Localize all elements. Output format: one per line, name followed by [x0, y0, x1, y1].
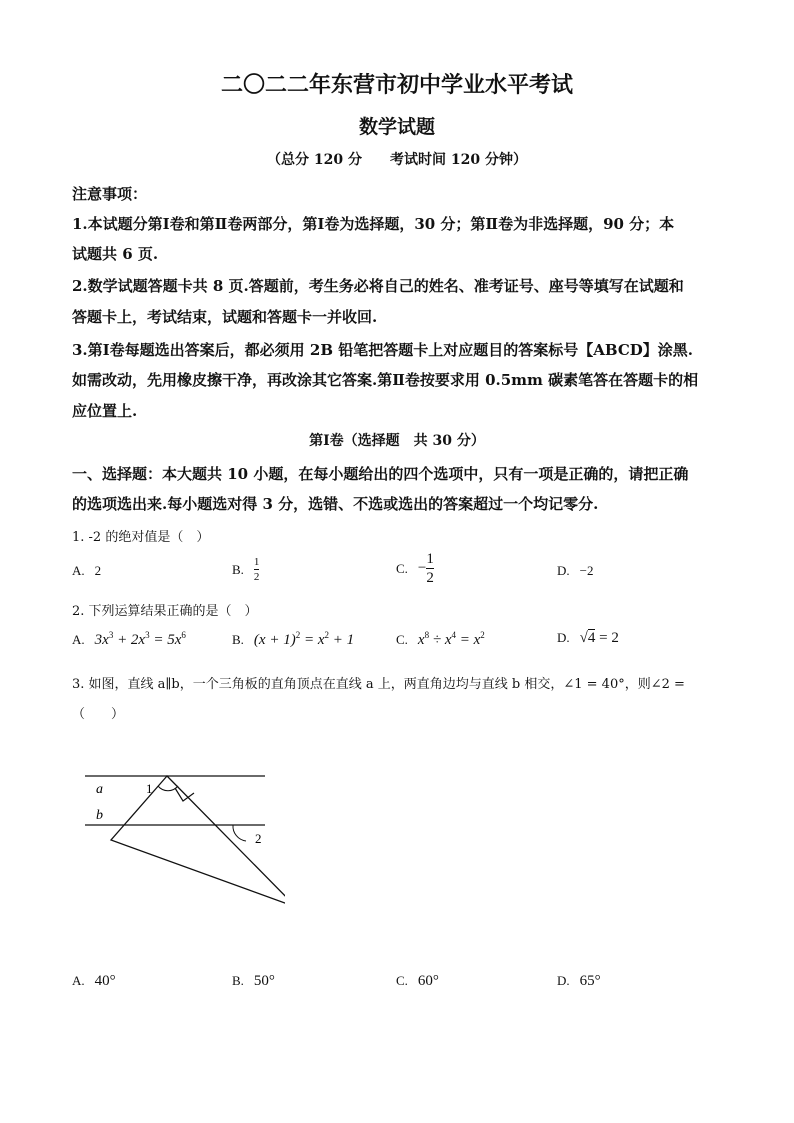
- option-label: D.: [557, 563, 570, 578]
- expr-part: 3x: [94, 632, 109, 648]
- q2-option-b: [232, 630, 354, 649]
- exponent: 6: [181, 630, 186, 640]
- parallel-lines-triangle-figure: [85, 765, 285, 915]
- option-value: 60°: [417, 973, 439, 989]
- q1-option-c: [396, 551, 434, 586]
- option-value: 50°: [253, 973, 275, 989]
- q3-option-c: [396, 973, 439, 990]
- label-b: b: [96, 808, 103, 823]
- exam-meta: （总分 120 分 考试时间 120 分钟）: [267, 152, 527, 168]
- exam-title: 二〇二二年东营市初中学业水平考试: [220, 72, 573, 98]
- notice-line: 试题共 6 页.: [72, 245, 159, 263]
- exam-subtitle: 数学试题: [358, 116, 435, 138]
- option-label: D.: [557, 973, 570, 988]
- option-label: B.: [232, 561, 244, 577]
- fraction-numerator: 1: [426, 551, 434, 567]
- minus-sign: −: [417, 560, 427, 576]
- angle-2-arc: [233, 825, 246, 841]
- option-value: 2: [94, 563, 102, 578]
- fraction-denominator: 2: [426, 570, 434, 586]
- sqrt-sign: √: [579, 630, 588, 646]
- option-value: −2: [579, 563, 594, 578]
- notice-line: 3.第Ⅰ卷每题选出答案后，都必须用 2B 铅笔把答题卡上对应题目的答案标号【ABCD】涂黑.: [72, 341, 694, 359]
- notice-line: 如需改动，先用橡皮擦干净，再改涂其它答案.第Ⅱ卷按要求用 0.5mm 碳素笔答在答题卡的相: [72, 371, 699, 389]
- option-label: B.: [232, 632, 244, 647]
- exponent: 4: [451, 630, 456, 640]
- q3-option-b: [232, 973, 275, 990]
- exponent: 2: [324, 630, 329, 640]
- expr-part: x: [417, 632, 425, 648]
- option-label: A.: [72, 563, 85, 578]
- q1-option-b: [232, 556, 259, 583]
- label-angle-1: 1: [146, 781, 153, 796]
- option-label: C.: [396, 973, 408, 988]
- expr-part: + 2x: [113, 632, 146, 648]
- expr-part: + 1: [328, 632, 355, 648]
- option-value: 65°: [579, 973, 601, 989]
- notice-line: 1.本试题分第Ⅰ卷和第Ⅱ卷两部分，第Ⅰ卷为选择题，30 分；第Ⅱ卷为非选择题，90 分；本: [72, 215, 675, 233]
- option-value: 40°: [94, 973, 116, 989]
- q2-option-c: [396, 630, 485, 649]
- fraction: [254, 556, 260, 583]
- option-label: D.: [557, 630, 570, 645]
- question-3-stem: （ ）: [72, 707, 125, 722]
- fraction-denominator: 2: [253, 571, 260, 583]
- expr-part: ÷ x: [429, 632, 452, 648]
- radicand: 4: [587, 630, 596, 646]
- option-label: C.: [396, 632, 408, 647]
- fraction-numerator: 1: [253, 556, 260, 568]
- q1-option-d: [557, 563, 593, 579]
- exponent: 2: [295, 630, 301, 640]
- expr-part: = x: [300, 632, 325, 648]
- option-label: C.: [396, 560, 408, 576]
- option-label: A.: [72, 973, 85, 988]
- q3-option-d: [557, 973, 601, 990]
- question-2-stem: 2. 下列运算结果正确的是（ ）: [72, 604, 258, 619]
- notice-line: 2.数学试题答题卡共 8 页.答题前，考生务必将自己的姓名、准考证号、座号等填写在试题和: [72, 277, 684, 295]
- expr-part: (x + 1): [253, 632, 296, 648]
- q2-option-d: [557, 630, 619, 647]
- q2-option-a: [72, 630, 186, 649]
- expr-part: = 5x: [149, 632, 182, 648]
- option-label: B.: [232, 973, 244, 988]
- notice-line: 应位置上.: [72, 402, 138, 420]
- exponent: 3: [145, 630, 150, 640]
- q1-option-a: [72, 563, 101, 579]
- exponent: 2: [480, 630, 485, 640]
- notice-heading: 注意事项：: [72, 185, 148, 203]
- fraction: [426, 551, 434, 586]
- fraction-bar: [254, 569, 260, 570]
- angle-1-arc: [158, 786, 178, 791]
- label-angle-2: 2: [255, 831, 262, 846]
- exponent: 3: [108, 630, 114, 640]
- fraction-bar: [426, 568, 434, 569]
- label-a: a: [96, 782, 103, 797]
- section-instructions: 一、选择题：本大题共 10 小题，在每小题给出的四个选项中，只有一项是正确的，请把正确: [72, 465, 689, 483]
- section-instructions: 的选项选出来.每小题选对得 3 分，选错、不选或选出的答案超过一个均记零分.: [72, 495, 599, 513]
- question-1-stem: 1. -2 的绝对值是（ ）: [72, 530, 210, 545]
- exponent: 8: [424, 630, 430, 640]
- q3-option-a: [72, 973, 116, 990]
- question-3-stem: 3. 如图，直线 a∥b，一个三角板的直角顶点在直线 a 上，两直角边均与直线 b 相交，∠1 = 40°，则∠2 =: [72, 677, 685, 692]
- expr-part: = x: [455, 632, 481, 648]
- expr-part: = 2: [595, 630, 619, 646]
- notice-line: 答题卡上，考试结束，试题和答题卡一并收回.: [72, 308, 378, 326]
- section-title: 第Ⅰ卷（选择题 共 30 分）: [309, 433, 485, 449]
- option-label: A.: [72, 632, 85, 647]
